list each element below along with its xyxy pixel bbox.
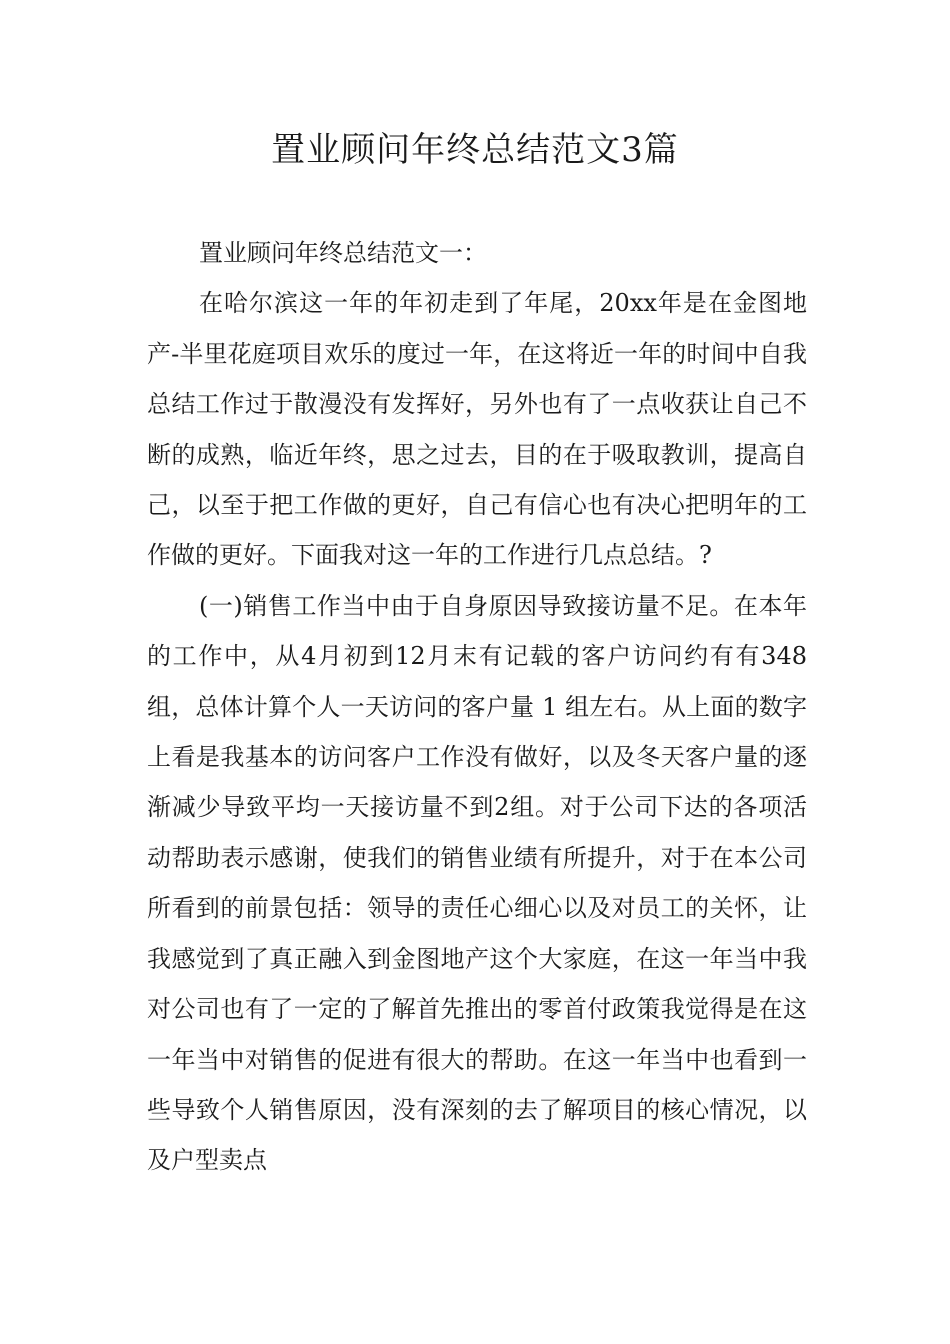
section-heading: 置业顾问年终总结范文一： <box>199 239 487 267</box>
document-body <box>147 228 807 1186</box>
body-paragraph: 在哈尔滨这一年的年初走到了年尾，20xx年是在金图地产-半里花庭项目欢乐的度过一年，在这将近一年的时间中自我总结工作过于散漫没有发挥好，另外也有了一点收获让自己不断的成熟，临近年终，思之过去，目的在于吸取教训，提高自己，以至于把工作做的更好，自己有信心也有决心把明年的工作做的更好。下面我对这一年的工作进行几点总结。? <box>147 289 807 570</box>
body-paragraph: (一)销售工作当中由于自身原因导致接访量不足。在本年的工作中，从4月初到12月末有记载的客户访问约有有348组，总体计算个人一天访问的客户量 1 组左右。从上面的数字上看是我基本的访问客户工作没有做好，以及冬天客户量的逐渐减少导致平均一天接访量不到2组。对于公司下达的各项活动帮助表示感谢，使我们的销售业绩有所提升，对于在本公司所看到的前景包括：领导的责任心细心以及对员工的关怀，让我感觉到了真正融入到金图地产这个大家庭，在这一年当中我对公司也有了一定的了解首先推出的零首付政策我觉得是在这一年当中对销售的促进有很大的帮助。在这一年当中也看到一些导致个人销售原因，没有深刻的去了解项目的核心情况，以及户型卖点 <box>147 591 807 1175</box>
document-title: 置业顾问年终总结范文3篇 <box>271 130 679 170</box>
